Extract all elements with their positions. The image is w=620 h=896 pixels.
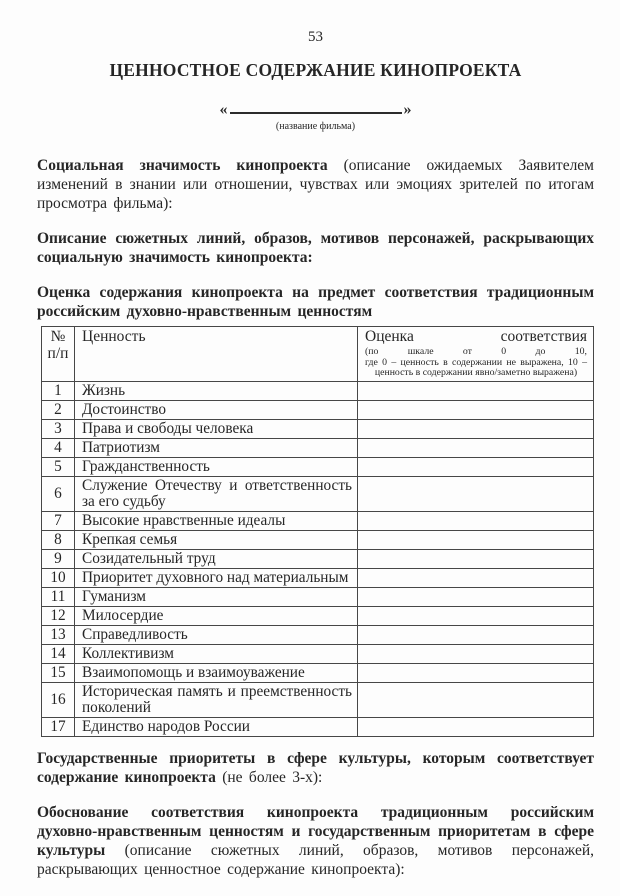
score-input-cell[interactable] xyxy=(358,530,594,549)
justification-note: (описание сюжетных линий, образов, мотивов персонажей, раскрывающих ценностное содержание кинопроекта): xyxy=(37,841,594,878)
row-number-cell: 8 xyxy=(42,530,75,549)
row-number-cell: 6 xyxy=(42,476,75,511)
value-name-cell: Высокие нравственные идеалы xyxy=(75,511,358,530)
values-table xyxy=(41,326,594,737)
score-input-cell[interactable] xyxy=(358,606,594,625)
paragraph-social-significance xyxy=(37,156,594,213)
score-input-cell[interactable] xyxy=(358,400,594,419)
table-header-score xyxy=(358,327,594,382)
table-header-num xyxy=(42,327,75,382)
table-row xyxy=(42,568,594,587)
value-name-cell: Коллективизм xyxy=(75,644,358,663)
table-row xyxy=(42,400,594,419)
social-significance-lead: Социальная значимость кинопроекта xyxy=(37,157,328,174)
state-priorities-lead: Государственные приоритеты в сфере культуры, которым соответствует содержание кинопроекта xyxy=(37,749,594,786)
film-title-caption: (название фильма) xyxy=(275,121,356,132)
score-input-cell[interactable] xyxy=(358,625,594,644)
table-row xyxy=(42,549,594,568)
table-row xyxy=(42,476,594,511)
table-row xyxy=(42,682,594,717)
paragraph-state-priorities xyxy=(37,749,594,787)
table-row xyxy=(42,381,594,400)
value-name-cell: Жизнь xyxy=(75,381,358,400)
row-number-cell: 13 xyxy=(42,625,75,644)
row-number-cell: 5 xyxy=(42,457,75,476)
film-title-field xyxy=(37,99,594,119)
score-header-title: Оценка соответствия xyxy=(365,328,587,345)
table-row xyxy=(42,511,594,530)
score-input-cell[interactable] xyxy=(358,511,594,530)
table-row xyxy=(42,587,594,606)
value-header-label: Ценность xyxy=(82,328,146,345)
row-number-cell: 11 xyxy=(42,587,75,606)
score-input-cell[interactable] xyxy=(358,717,594,736)
table-row xyxy=(42,457,594,476)
row-number-cell: 3 xyxy=(42,419,75,438)
score-input-cell[interactable] xyxy=(358,644,594,663)
paragraph-justification xyxy=(37,803,594,879)
row-number-cell: 14 xyxy=(42,644,75,663)
score-input-cell[interactable] xyxy=(358,419,594,438)
film-title-blank[interactable] xyxy=(230,99,402,114)
score-input-cell[interactable] xyxy=(358,568,594,587)
table-header-value xyxy=(75,327,358,382)
justification-lead: Обоснование соответствия кинопроекта традиционным российским духовно-нравственным ценностям и государственным приоритетам в сфере культуры xyxy=(37,803,594,859)
row-number-cell: 15 xyxy=(42,663,75,682)
score-input-cell[interactable] xyxy=(358,476,594,511)
value-name-cell: Приоритет духовного над материальным xyxy=(75,568,358,587)
social-significance-note: (описание ожидаемых Заявителем изменений в знании или отношении, чувствах или эмоциях зрителей по итогам просмотра фильма): xyxy=(37,157,594,212)
score-input-cell[interactable] xyxy=(358,663,594,682)
close-quote: » xyxy=(403,101,412,118)
table-row xyxy=(42,419,594,438)
paragraph-values-assessment-heading xyxy=(37,283,594,321)
table-row xyxy=(42,438,594,457)
value-name-cell: Гражданственность xyxy=(75,457,358,476)
num-header-line1: № xyxy=(50,328,66,345)
open-quote: « xyxy=(219,101,228,118)
table-row xyxy=(42,606,594,625)
table-header-row xyxy=(42,327,594,382)
score-note-line: где 0 – ценность в содержании не выражена, 10 – xyxy=(365,356,587,368)
row-number-cell: 12 xyxy=(42,606,75,625)
page-number: 53 xyxy=(308,29,323,45)
table-row xyxy=(42,530,594,549)
value-name-cell: Справедливость xyxy=(75,625,358,644)
row-number-cell: 1 xyxy=(42,381,75,400)
value-name-cell: Служение Отечеству и ответственность за его судьбу xyxy=(75,476,358,511)
value-name-cell: Единство народов России xyxy=(75,717,358,736)
paragraph-plot-description xyxy=(37,229,594,267)
value-name-cell: Гуманизм xyxy=(75,587,358,606)
row-number-cell: 17 xyxy=(42,717,75,736)
value-name-cell: Созидательный труд xyxy=(75,549,358,568)
row-number-cell: 9 xyxy=(42,549,75,568)
values-table-body xyxy=(42,381,594,736)
value-name-cell: Крепкая семья xyxy=(75,530,358,549)
table-row xyxy=(42,717,594,736)
value-name-cell: Патриотизм xyxy=(75,438,358,457)
row-number-cell: 16 xyxy=(42,682,75,717)
row-number-cell: 10 xyxy=(42,568,75,587)
score-scale-note xyxy=(365,347,587,379)
score-input-cell[interactable] xyxy=(358,438,594,457)
document-title: ЦЕННОСТНОЕ СОДЕРЖАНИЕ КИНОПРОЕКТА xyxy=(109,60,522,80)
row-number-cell: 2 xyxy=(42,400,75,419)
row-number-cell: 4 xyxy=(42,438,75,457)
value-name-cell: Достоинство xyxy=(75,400,358,419)
score-input-cell[interactable] xyxy=(358,549,594,568)
value-name-cell: Милосердие xyxy=(75,606,358,625)
table-row xyxy=(42,625,594,644)
score-note-line: ценность в содержании явно/заметно выражена) xyxy=(374,367,578,379)
table-row xyxy=(42,663,594,682)
state-priorities-note: (не более 3-х): xyxy=(215,768,323,786)
score-input-cell[interactable] xyxy=(358,682,594,717)
score-note-line: (по шкале от 0 до 10, xyxy=(365,346,587,357)
plot-description-lead: Описание сюжетных линий, образов, мотивов персонажей, раскрывающих социальную значимость кинопроекта: xyxy=(37,230,594,266)
num-header-line2: п/п xyxy=(47,345,69,362)
score-input-cell[interactable] xyxy=(358,457,594,476)
values-assessment-lead: Оценка содержания кинопроекта на предмет соответствия традиционным российским духовно-нравственным ценностям xyxy=(37,284,594,320)
score-input-cell[interactable] xyxy=(358,587,594,606)
row-number-cell: 7 xyxy=(42,511,75,530)
score-input-cell[interactable] xyxy=(358,381,594,400)
table-row xyxy=(42,644,594,663)
value-name-cell: Взаимопомощь и взаимоуважение xyxy=(75,663,358,682)
value-name-cell: Права и свободы человека xyxy=(75,419,358,438)
value-name-cell: Историческая память и преемственность поколений xyxy=(75,682,358,717)
